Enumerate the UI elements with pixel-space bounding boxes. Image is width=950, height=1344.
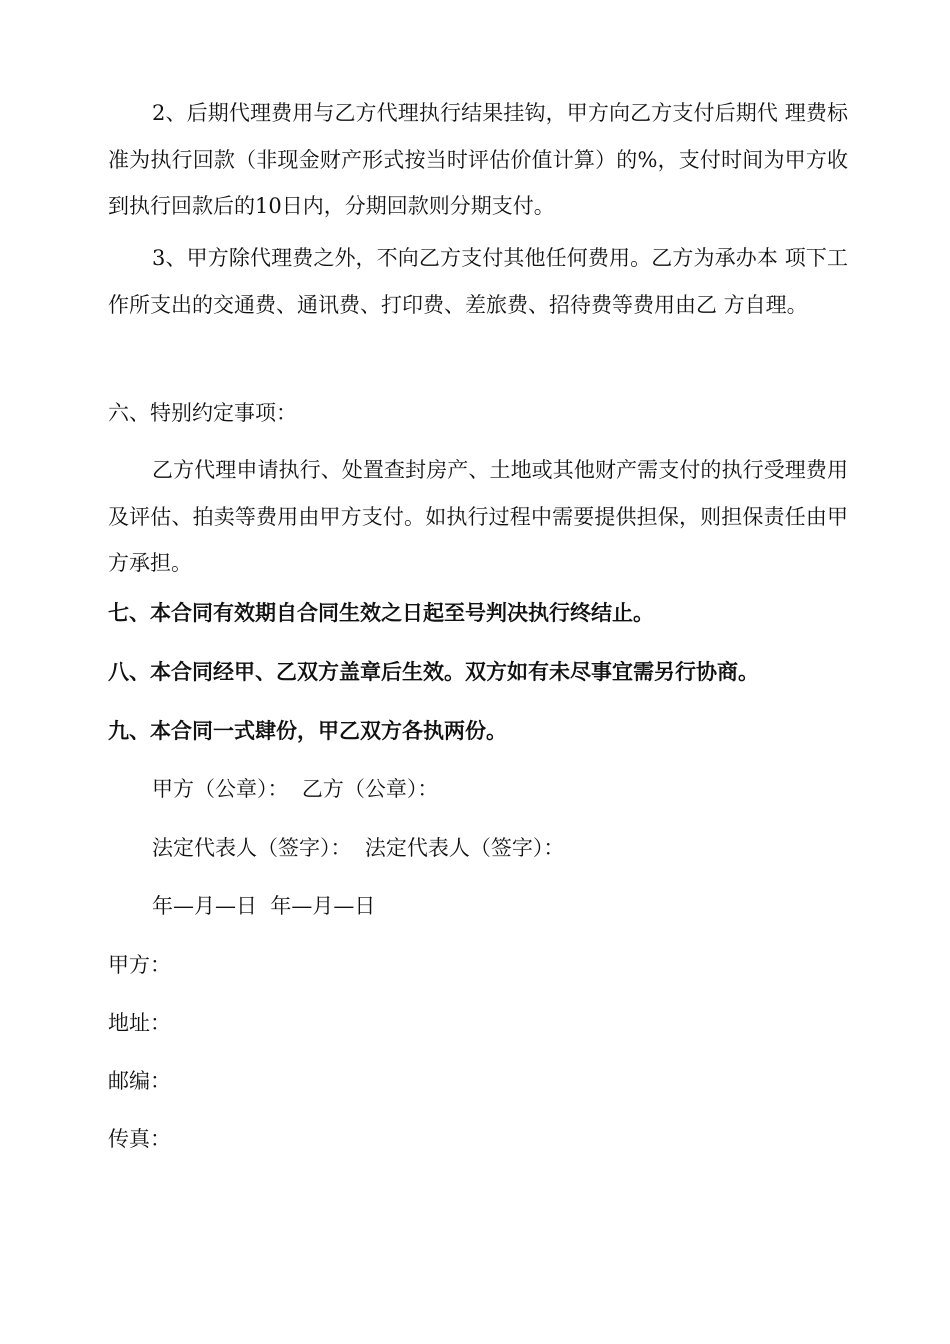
section-7-term: 七、本合同有效期自合同生效之日起至号判决执行终结止。 xyxy=(108,600,654,625)
clause-5-3-paragraph: 3、甲方除代理费之外，不向乙方支付其他任何费用。乙方为承办本 项下工作所支出的交通费、通讯费、打印费、差旅费、招待费等费用由乙 方自理。 xyxy=(108,246,848,317)
postcode-label: 邮编： xyxy=(108,1069,171,1093)
section-6-heading: 六、特别约定事项： xyxy=(108,401,297,425)
section-6-body: 乙方代理申请执行、处置查封房产、土地或其他财产需支付的执行受理费用及评估、拍卖等费用由甲方支付。如执行过程中需要提供担保，则担保责任由甲方承担。 xyxy=(108,458,848,575)
address-label: 地址： xyxy=(108,1011,171,1035)
signature-dates-line: 年—月—日 年—月—日 xyxy=(152,894,376,918)
section-8-effectiveness: 八、本合同经甲、乙双方盖章后生效。双方如有未尽事宜需另行协商。 xyxy=(108,659,759,684)
section-9-copies: 九、本合同一式肆份，甲乙双方各执两份。 xyxy=(108,718,507,743)
fax-label: 传真： xyxy=(108,1127,171,1151)
signature-parties-line: 甲方（公章）： 乙方（公章）： xyxy=(152,777,439,801)
signature-representatives-line: 法定代表人（签字）： 法定代表人（签字）： xyxy=(152,836,565,860)
clause-5-2-paragraph: 2、后期代理费用与乙方代理执行结果挂钩，甲方向乙方支付后期代 理费标准为执行回款（非现金财产形式按当时评估价值计算）的%，支付时间为甲方收到执行回款后的10日内，分期回款则分期支付。 xyxy=(108,101,848,218)
party-a-label: 甲方： xyxy=(108,953,171,977)
